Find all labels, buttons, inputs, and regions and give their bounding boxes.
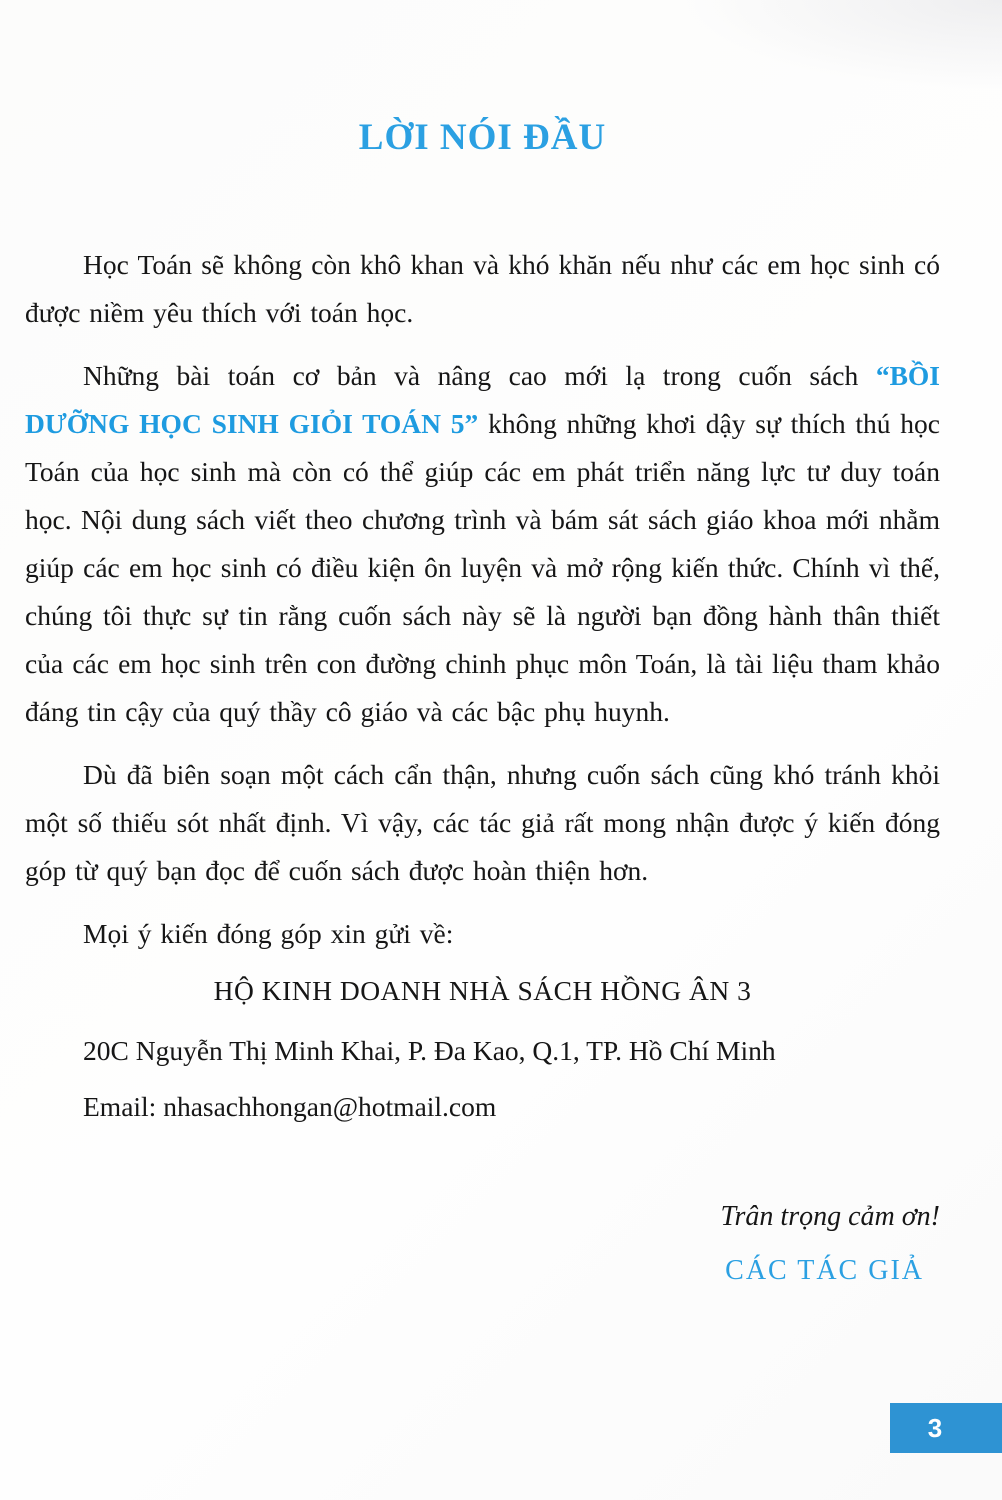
- store-name: HỘ KINH DOANH NHÀ SÁCH HỒNG ÂN 3: [213, 975, 752, 1006]
- page-number: 3: [927, 1412, 943, 1443]
- book-title-highlight: “BỒI DƯỠNG HỌC SINH GIỎI TOÁN 5”: [25, 360, 940, 439]
- closing-authors: CÁC TÁC GIẢ: [725, 1255, 924, 1286]
- page-title: LỜI NÓI ĐẦU: [358, 117, 607, 158]
- paragraph-apology: Dù đã biên soạn một cách cẩn thận, nhưng cuốn sách cũng khó tránh khỏi một số thiếu sót nhất định. Vì vậy, các tác giả rất mong nhận được ý kiến đóng góp từ quý bạn đọc để cuốn sách được hoàn thiện hơn.: [25, 759, 940, 886]
- closing-thanks: Trân trọng cảm ơn!: [720, 1201, 940, 1232]
- contact-email: Email: nhasachhongan@hotmail.com: [83, 1091, 497, 1122]
- paragraph-intro: Học Toán sẽ không còn khô khan và khó khăn nếu như các em học sinh có được niềm yêu thích với toán học.: [25, 249, 940, 328]
- paragraph-text: Những bài toán cơ bản và nâng cao mới lạ trong cuốn sách: [83, 360, 876, 391]
- paragraph-text: không những khơi dậy sự thích thú học Toán của học sinh mà còn có thể giúp các em phát triển năng lực tư duy toán học. Nội dung sách viết theo chương trình và bám sát sách giáo khoa mới nhằm giúp các em học sinh có điều kiện ôn luyện và mở rộng kiến thức. Chính vì thế, chúng tôi thực sự tin rằng cuốn sách này sẽ là người bạn đồng hành thân thiết của các em học sinh trên con đường chinh phục môn Toán, là tài liệu tham khảo đáng tin cậy của quý thầy cô giáo và các bậc phụ huynh.: [25, 408, 941, 727]
- scan-shading: [682, 0, 1002, 90]
- paragraph-feedback-invite: Mọi ý kiến đóng góp xin gửi về:: [83, 918, 454, 949]
- paragraph-book-description: [25, 352, 940, 736]
- store-address: 20C Nguyễn Thị Minh Khai, P. Đa Kao, Q.1, TP. Hồ Chí Minh: [83, 1035, 776, 1066]
- page-number-badge: [890, 1403, 1002, 1453]
- page-content: [0, 116, 1002, 1295]
